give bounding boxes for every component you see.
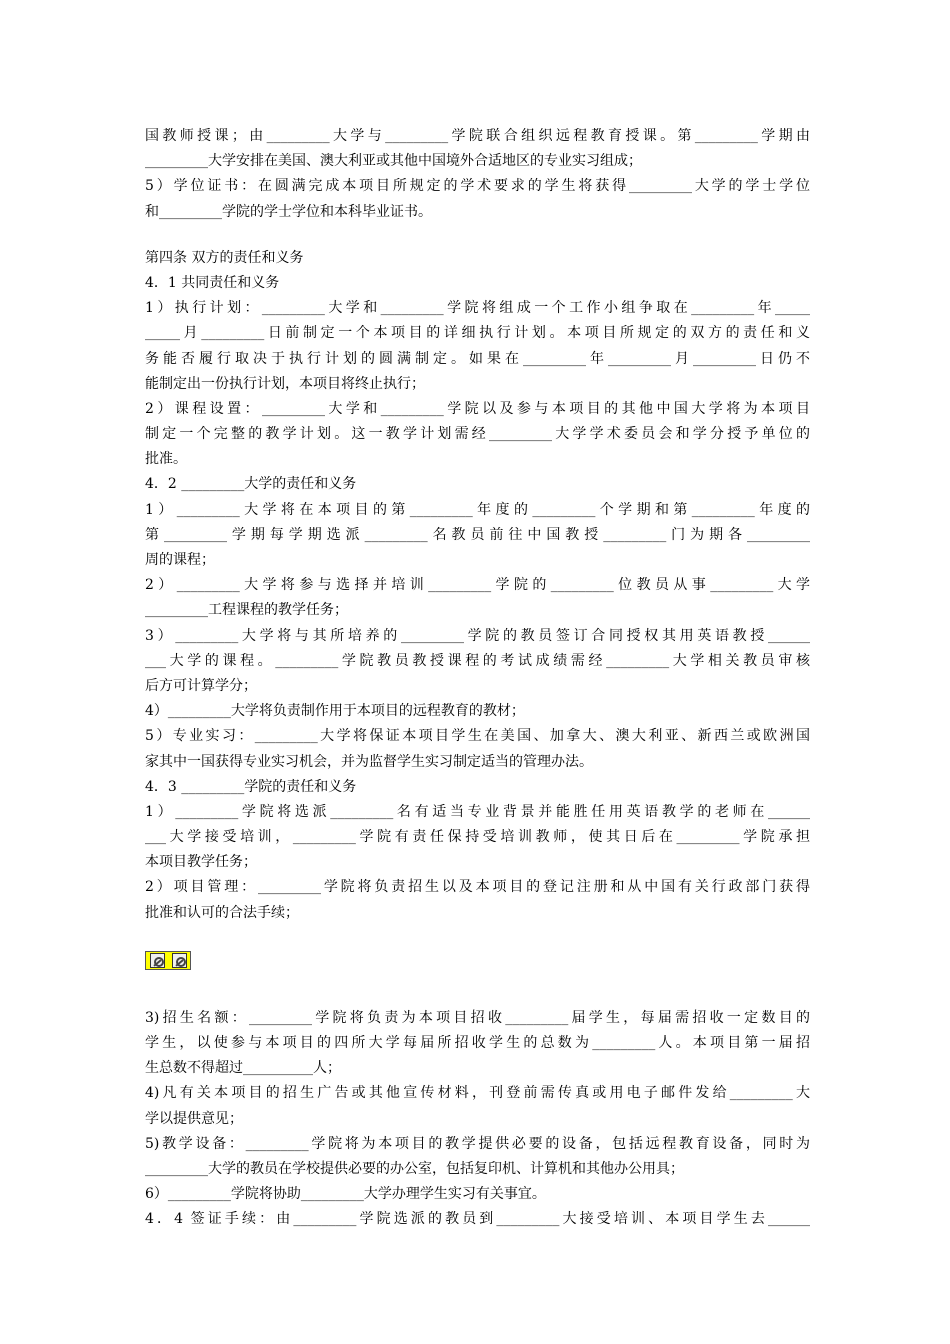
attachment-icon-group[interactable] [145,951,191,970]
text-line: 第四条 双方的责任和义务 [145,249,304,266]
text-line: 4．1 共同责任和义务 [145,274,280,291]
text-line: 1）_________大学将在本项目的第_________年度的_________个学期和第_________年度的 [145,501,810,518]
section-four-continued [145,1006,810,1233]
text-line: 国教师授课；由_________大学与_________学院联合组织远程教育授课。第_________学期由 [145,128,810,144]
attachment-icon[interactable] [172,953,187,968]
text-line: 能制定出一份执行计划，本项目将终止执行； [145,375,425,392]
text-line: 3）_________大学将与其所培养的_________学院的教员签订合同授权其用英语教授______ [145,627,810,644]
text-line: 2）课程设置：_________大学和_________学院以及参与本项目的其他中国大学将为本项目 [145,400,810,417]
text-line: _________工程课程的教学任务； [145,602,348,619]
text-line: 家其中一国获得专业实习机会，并为监督学生实习制定适当的管理办法。 [145,753,593,770]
text-line: 4)凡有关本项目的招生广告或其他宣传材料，刊登前需传真或用电子邮件发给_________大 [145,1085,810,1102]
spacer [145,926,810,951]
spacer [145,981,810,1006]
inline-icons [145,951,810,981]
paragraph-block-1 [145,124,810,225]
text-line: 生总数不得超过__________人； [145,1060,341,1077]
attachment-icon[interactable] [150,953,165,968]
text-line: 周的课程； [145,552,215,568]
text-line: 学以提供意见； [145,1110,243,1127]
text-line: 4．4 签证手续：由_________学院选派的教员到_________大接受培训、本项目学生去______ [145,1211,810,1228]
section-four [145,246,810,926]
text-line: 第_________学期每学期选派_________名教员前往中国教授_________门为期各_________ [145,526,810,543]
text-line: 制定一个完整的教学计划。这一教学计划需经_________大学学术委员会和学分授予单位的 [145,426,810,443]
text-line: 2）项目管理：_________学院将负责招生以及本项目的登记注册和从中国有关行政部门获得 [145,879,810,896]
text-line: 4．3 _________学院的责任和义务 [145,778,357,795]
text-line: 批准。 [145,451,187,468]
text-line: 5)教学设备：_________学院将为本项目的教学提供必要的设备，包括远程教育设备，同时为 [145,1135,810,1152]
document-page [145,124,810,1233]
text-line: 2）_________大学将参与选择并培训_________学院的_________位教员从事_________大学 [145,577,810,594]
text-line: 1）_________学院将选派_________名有适当专业背景并能胜任用英语教学的老师在______ [145,803,810,820]
text-line: 学生，以使参与本项目的四所大学每届所招收学生的总数为_________人。本项目第一届招 [145,1035,810,1051]
text-line: _____月_________日前制定一个本项目的详细执行计划。本项目所规定的双方的责任和义 [145,325,810,342]
text-line: 5）专业实习：_________大学将保证本项目学生在美国、加拿大、澳大利亚、新西兰或欧洲国 [145,728,810,745]
text-line: 本项目教学任务； [145,854,257,871]
text-line: 4）_________大学将负责制作用于本项目的远程教育的教材； [145,703,525,720]
text-line: ___大学接受培训，_________学院有责任保持受培训教师，使其日后在_________学院承担 [145,829,810,846]
text-line: 5）学位证书：在圆满完成本项目所规定的学术要求的学生将获得_________大学的学士学位 [145,178,810,195]
text-line: 3)招生名额：_________学院将负责为本项目招收_________届学生，每届需招收一定数目的 [145,1009,810,1026]
text-line: _________大学的教员在学校提供必要的办公室，包括复印机、计算机和其他办公用具； [145,1160,684,1177]
text-line: 后方可计算学分； [145,677,257,694]
text-line: _________大学安排在美国、澳大利亚或其他中国境外合适地区的专业实习组成； [145,153,642,170]
text-line: 务能否履行取决于执行计划的圆满制定。如果在_________年_________月_________日仍不 [145,350,810,367]
text-line: 批准和认可的合法手续； [145,904,299,921]
text-line: 1）执行计划：_________大学和_________学院将组成一个工作小组争取在_________年_____ [145,300,810,317]
spacer [145,225,810,246]
text-line: ___大学的课程。_________学院教员教授课程的考试成绩需经_________大学相关教员审核 [145,652,810,669]
text-line: 4．2 _________大学的责任和义务 [145,476,357,493]
text-line: 和_________学院的学士学位和本科毕业证书。 [145,203,432,220]
text-line: 6）_________学院将协助_________大学办理学生实习有关事宜。 [145,1186,546,1203]
